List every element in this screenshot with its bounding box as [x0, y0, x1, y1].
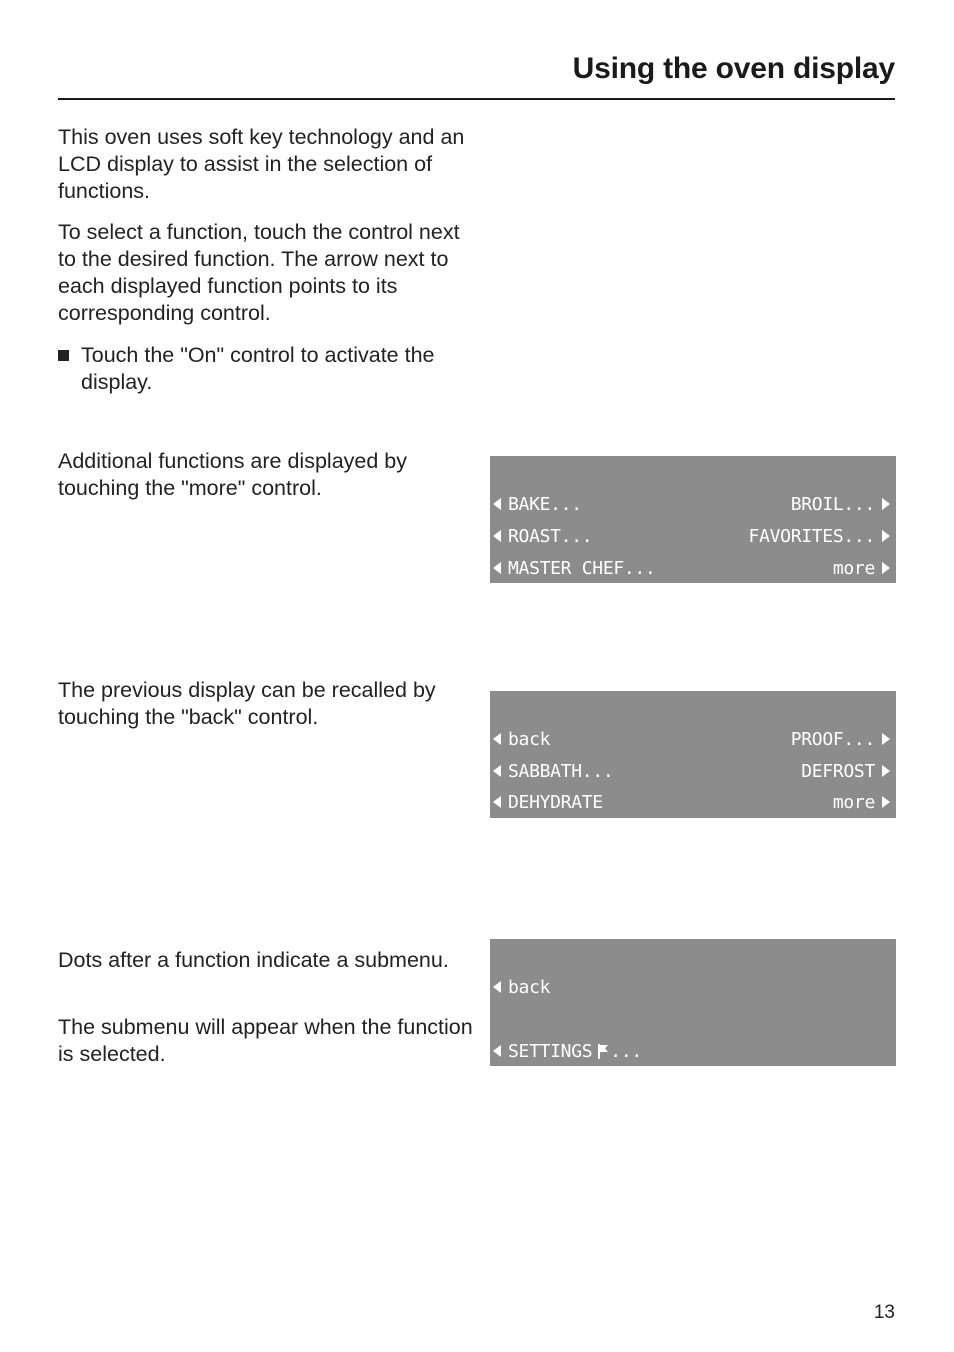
intro-paragraph-1: This oven uses soft key technology and an LCD display to assist in the selection of functions. — [58, 125, 465, 203]
favorites-label: FAVORITES... — [748, 525, 875, 547]
more-soft-key[interactable] — [833, 556, 890, 580]
bake-soft-key[interactable] — [493, 492, 582, 516]
dehydrate-label: DEHYDRATE — [508, 791, 603, 813]
arrow-left-icon — [493, 733, 501, 745]
defrost-soft-key[interactable] — [801, 759, 890, 783]
defrost-label: DEFROST — [801, 760, 875, 782]
settings-dots: ... — [610, 1040, 642, 1062]
arrow-left-icon — [493, 562, 501, 574]
arrow-right-icon — [882, 562, 890, 574]
back-label: back — [508, 728, 551, 750]
page-title: Using the oven display — [572, 52, 895, 85]
lcd-row — [490, 727, 896, 751]
broil-label: BROIL... — [790, 493, 875, 515]
proof-label: PROOF... — [790, 728, 875, 750]
lcd-display-main-menu — [490, 456, 896, 583]
lcd-row — [490, 1039, 896, 1063]
back-paragraph: The previous display can be recalled by touching the "back" control. — [58, 678, 436, 729]
favorites-soft-key[interactable] — [749, 524, 890, 548]
dots-paragraph-1: Dots after a function indicate a submenu. — [58, 948, 449, 972]
dehydrate-soft-key[interactable] — [493, 790, 603, 814]
bullet-item — [58, 342, 478, 396]
arrow-left-icon — [493, 1045, 501, 1057]
lcd-row — [490, 556, 896, 580]
lcd-row — [490, 492, 896, 516]
master-chef-soft-key[interactable] — [493, 556, 656, 580]
flag-icon — [598, 1044, 609, 1059]
more-soft-key[interactable] — [833, 790, 890, 814]
back-label: back — [508, 976, 551, 998]
arrow-right-icon — [882, 498, 890, 510]
more-label: more — [832, 791, 875, 813]
more-label: more — [832, 557, 875, 579]
settings-label: SETTINGS — [508, 1040, 593, 1062]
sabbath-soft-key[interactable] — [493, 759, 613, 783]
bullet-square-icon — [58, 350, 69, 361]
intro-paragraph-2: To select a function, touch the control next to the desired function. The arrow next to each displayed function points to its corresponding control. — [58, 220, 460, 325]
roast-label: ROAST... — [508, 525, 593, 547]
arrow-left-icon — [493, 796, 501, 808]
master-chef-label: MASTER CHEF... — [508, 557, 656, 579]
settings-soft-key[interactable] — [493, 1039, 642, 1063]
arrow-right-icon — [882, 530, 890, 542]
more-paragraph: Additional functions are displayed by touching the "more" control. — [58, 449, 407, 500]
back-soft-key[interactable] — [493, 975, 550, 999]
broil-soft-key[interactable] — [791, 492, 890, 516]
arrow-right-icon — [882, 733, 890, 745]
lcd-row — [490, 975, 896, 999]
roast-soft-key[interactable] — [493, 524, 592, 548]
lcd-row — [490, 524, 896, 548]
sabbath-label: SABBATH... — [508, 760, 614, 782]
lcd-display-second-menu — [490, 691, 896, 818]
arrow-right-icon — [882, 765, 890, 777]
lcd-row — [490, 790, 896, 814]
back-soft-key[interactable] — [493, 727, 550, 751]
arrow-left-icon — [493, 765, 501, 777]
page-number: 13 — [873, 1302, 895, 1323]
lcd-display-submenu — [490, 939, 896, 1066]
lcd-row — [490, 759, 896, 783]
bullet-text: Touch the "On" control to activate the display. — [81, 343, 435, 394]
title-rule — [58, 98, 895, 100]
arrow-left-icon — [493, 498, 501, 510]
dots-paragraph-2: The submenu will appear when the function is selected. — [58, 1015, 473, 1066]
arrow-right-icon — [882, 796, 890, 808]
proof-soft-key[interactable] — [791, 727, 890, 751]
arrow-left-icon — [493, 530, 501, 542]
arrow-left-icon — [493, 981, 501, 993]
bake-label: BAKE... — [508, 493, 582, 515]
